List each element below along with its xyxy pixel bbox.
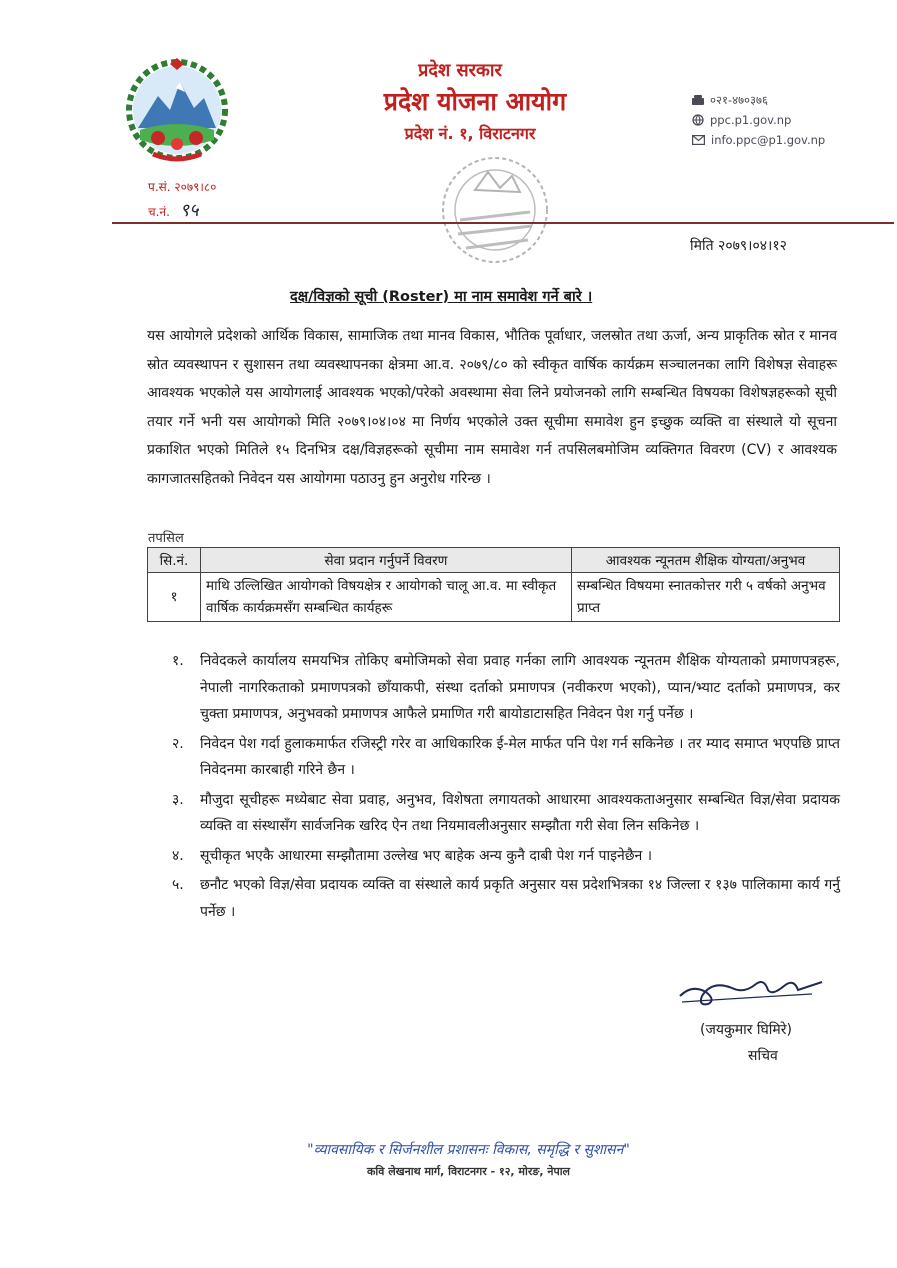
signatory-name: (जयकुमार घिमिरे) — [700, 1022, 792, 1038]
phone-icon — [692, 95, 704, 105]
letter-date: मिति २०७९।०४।१२ — [690, 238, 787, 254]
phone-row — [692, 90, 825, 110]
email-link[interactable]: info.ppc@p1.gov.np — [711, 133, 826, 147]
details-table — [147, 547, 840, 622]
organization-header — [360, 58, 590, 144]
website-link[interactable]: ppc.p1.gov.np — [710, 113, 792, 127]
org-line-1: प्रदेश सरकार — [418, 60, 502, 81]
mail-icon — [692, 135, 705, 145]
list-item-number: ५. — [172, 877, 184, 893]
list-item-text: निवेदन पेश गर्दा हुलाकमार्फत रजिस्ट्री गरेर वा आधिकारिक ई-मेल मार्फत पनि पेश गर्न सकिनेछ । तर म्याद समाप्त भएपछि प्राप्त निवेदनमा कारबाही गरिने छैन । — [200, 735, 840, 778]
table-cell-qualification: सम्बन्धित विषयमा स्नातकोत्तर गरी ५ वर्षको अनुभव प्राप्त — [572, 573, 840, 622]
details-label: तपसिल — [148, 531, 184, 546]
footer-slogan: "व्यावसायिक र सिर्जनशील प्रशासनः विकास, समृद्धि र सुशासन" — [307, 1142, 630, 1158]
contact-block — [692, 90, 825, 150]
phone-number: ०२१-४७०३७६ — [710, 93, 768, 107]
list-item-number: २. — [172, 735, 184, 752]
body-paragraph: यस आयोगले प्रदेशको आर्थिक विकास, सामाजिक तथा मानव विकास, भौतिक पूर्वाधार, जलस्रोत तथा ऊर्जा, अन्य प्राकृतिक स्रोत र मानव स्रोत व्यवस्थापन र सुशासन तथा व्यवस्थापनका क्षेत्रमा आ.व. २०७९/८० को स्वीकृत वार्षिक कार्यक्रम सञ्चालनका लागि विशेषज्ञ सेवाहरू आवश्यक भएकोले यस आयोगलाई आवश्यक भएको/परेको अवस्थामा सेवा लिने प्रयोजनको लागि सम्बन्धित विषयका विशेषज्ञहरूको सूची तयार गर्ने भनी यस आयोगको मिति २०७९।०४।०४ मा निर्णय भएकोले उक्त सूचीमा समावेश हुन इच्छुक व्यक्ति वा संस्थाले यो सूचना प्रकाशित भएको मितिले १५ दिनभित्र दक्ष/विज्ञहरूको सूचीमा नाम समावेश गर्न तपसिलबमोजिम व्यक्तिगत विवरण (CV) र आवश्यक कागजातसहितको निवेदन यस आयोगमा पठाउनु हुन अनुरोध गरिन्छ । — [147, 328, 837, 487]
government-emblem-icon — [118, 58, 236, 163]
org-line-2: प्रदेश योजना आयोग — [383, 87, 567, 116]
table-cell-serial: १ — [148, 573, 201, 622]
list-item — [172, 872, 840, 925]
signatory-title: सचिव — [748, 1048, 778, 1064]
list-item-text: छनौट भएको विज्ञ/सेवा प्रदायक व्यक्ति वा संस्थाले कार्य प्रकृति अनुसार यस प्रदेशभित्रका १४ जिल्ला र १३७ पालिकामा कार्य गर्नु पर्नेछ । — [200, 877, 840, 920]
table-header-row — [148, 548, 840, 573]
list-item — [172, 648, 840, 728]
table-header-qualification: आवश्यक न्यूनतम शैक्षिक योग्यता/अनुभव — [572, 548, 840, 573]
reference-block — [148, 175, 216, 224]
table-cell-service: माथि उल्लिखित आयोगको विषयक्षेत्र र आयोगको चालू आ.व. मा स्वीकृत वार्षिक कार्यक्रमसँग सम्बन्धित कार्यहरू — [201, 573, 572, 622]
list-item-text: सूचीकृत भएकै आधारमा सम्झौतामा उल्लेख भए बाहेक अन्य कुनै दाबी पेश गर्न पाइनेछैन । — [200, 847, 653, 864]
subject-line: दक्ष/विज्ञको सूची (Roster) मा नाम समावेश गर्ने बारे । — [290, 289, 593, 305]
signature-icon — [672, 966, 832, 1011]
list-item-number: १. — [172, 653, 184, 669]
official-stamp-icon — [420, 150, 570, 270]
dispatch-number: ९५ — [179, 200, 199, 221]
table-header-service: सेवा प्रदान गर्नुपर्ने विवरण — [201, 548, 572, 573]
table-row — [148, 573, 840, 622]
conditions-list — [172, 648, 840, 928]
table-header-serial: सि.नं. — [148, 548, 201, 573]
org-line-3: प्रदेश नं. १, विराटनगर — [404, 124, 536, 143]
header-divider — [112, 222, 894, 224]
list-item-number: ४. — [172, 847, 184, 864]
footer-address: कवि लेखनाथ मार्ग, विराटनगर - १२, मोरङ, नेपाल — [366, 1165, 571, 1178]
website-row — [692, 110, 825, 130]
list-item-text: मौजुदा सूचीहरू मध्येबाट सेवा प्रवाह, अनुभव, विशेषता लगायतको आधारमा आवश्यकताअनुसार सम्बन्धित विज्ञ/सेवा प्रदायक व्यक्ति वा संस्थासँग सार्वजनिक खरिद ऐन तथा नियमावलीअनुसार सम्झौता गरी सेवा लिन सकिनेछ । — [200, 791, 840, 834]
dispatch-label: च.नं. — [148, 205, 170, 219]
list-item — [172, 843, 840, 870]
list-item-text: निवेदकले कार्यालय समयभित्र तोकिए बमोजिमको सेवा प्रवाह गर्नका लागि आवश्यक न्यूनतम शैक्षिक योग्यताको प्रमाणपत्रहरू, नेपाली नागरिकताको प्रमाणपत्रको छाँयाकपी, संस्था दर्ताको प्रमाणपत्र (नवीकरण भएको), प्यान/भ्याट दर्ताको प्रमाणपत्र, कर चुक्ता प्रमाणपत्र, अनुभवको प्रमाणपत्र आफैले प्रमाणित गरी बायोडाटासहित निवेदन पेश गर्नु पर्नेछ । — [200, 653, 840, 722]
reference-number: प.सं. २०७९।८० — [148, 180, 217, 194]
dispatch-row — [148, 199, 216, 224]
globe-icon — [692, 114, 704, 126]
list-item — [172, 787, 840, 840]
list-item-number: ३. — [172, 791, 184, 808]
email-row — [692, 130, 825, 150]
list-item — [172, 731, 840, 784]
